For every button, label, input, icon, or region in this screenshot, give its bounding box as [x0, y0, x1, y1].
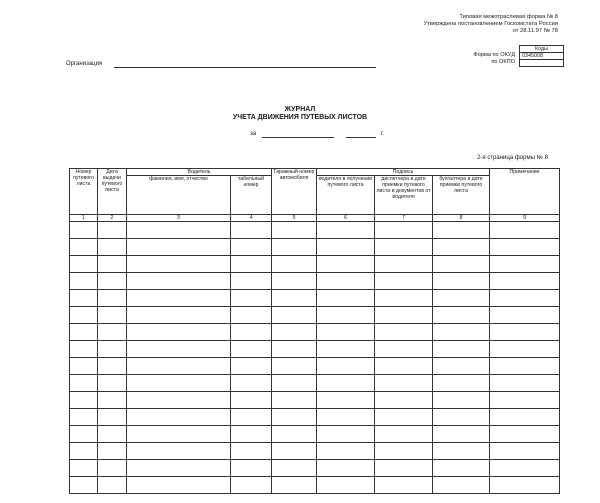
table-cell[interactable] [317, 222, 375, 239]
col-number: 1 [70, 215, 98, 222]
table-cell[interactable] [433, 460, 490, 477]
col-number: 4 [231, 215, 272, 222]
col-number: 8 [433, 215, 490, 222]
table-row [70, 256, 560, 273]
period-date-field[interactable] [262, 137, 334, 138]
table-cell[interactable] [272, 307, 317, 324]
table-cell[interactable] [490, 392, 560, 409]
page-note: 2-я страница формы № 8 [477, 155, 548, 161]
table-cell[interactable] [127, 460, 231, 477]
col-group-driver: Водитель [127, 169, 272, 176]
codes-box [519, 45, 564, 67]
table-row [70, 341, 560, 358]
table-cell[interactable] [317, 426, 375, 443]
table-row [70, 324, 560, 341]
journal-title-line2: УЧЕТА ДВИЖЕНИЯ ПУТЕВЫХ ЛИСТОВ [232, 114, 368, 121]
table-cell[interactable] [98, 239, 127, 256]
table-cell[interactable] [375, 392, 433, 409]
table-row [70, 460, 560, 477]
table-cell[interactable] [433, 358, 490, 375]
table-cell[interactable] [70, 375, 98, 392]
table-cell[interactable] [490, 324, 560, 341]
table-row [70, 222, 560, 239]
table-cell[interactable] [231, 290, 272, 307]
table-cell[interactable] [70, 426, 98, 443]
table-cell[interactable] [231, 426, 272, 443]
table-cell[interactable] [231, 273, 272, 290]
col-number: 2 [98, 215, 127, 222]
table-cell[interactable] [70, 222, 98, 239]
form-name: Типовая межотраслевая форма № 8 [459, 14, 558, 20]
form-header [424, 14, 558, 35]
table-row [70, 239, 560, 256]
table-cell[interactable] [231, 324, 272, 341]
table-cell[interactable] [317, 273, 375, 290]
table-cell[interactable] [317, 477, 375, 494]
table-cell[interactable] [272, 375, 317, 392]
table-cell[interactable] [317, 341, 375, 358]
table-cell[interactable] [490, 307, 560, 324]
table-row [70, 477, 560, 494]
table-row [70, 426, 560, 443]
table-cell[interactable] [98, 392, 127, 409]
col-issue-date: Дата выдачи путевого листа [98, 169, 127, 215]
table-cell[interactable] [231, 375, 272, 392]
col-garage-number: Гаражный номер автомобиля [272, 169, 317, 215]
table-cell[interactable] [70, 392, 98, 409]
table-cell[interactable] [490, 477, 560, 494]
table-cell[interactable] [70, 256, 98, 273]
table-cell[interactable] [98, 273, 127, 290]
table-cell[interactable] [127, 324, 231, 341]
approval-date: от 28.11.97 № 78 [512, 28, 558, 34]
table-cell[interactable] [375, 426, 433, 443]
table-cell[interactable] [317, 409, 375, 426]
table-cell[interactable] [272, 358, 317, 375]
table-cell[interactable] [127, 358, 231, 375]
table-cell[interactable] [490, 256, 560, 273]
table-cell[interactable] [490, 341, 560, 358]
table-cell[interactable] [272, 324, 317, 341]
journal-table [69, 168, 560, 494]
table-cell[interactable] [127, 375, 231, 392]
table-cell[interactable] [98, 307, 127, 324]
table-cell[interactable] [317, 375, 375, 392]
table-cell[interactable] [490, 273, 560, 290]
table-cell[interactable] [98, 426, 127, 443]
table-cell[interactable] [317, 443, 375, 460]
period-suffix: г. [381, 131, 385, 137]
table-cell[interactable] [433, 375, 490, 392]
table-cell[interactable] [272, 256, 317, 273]
table-cell[interactable] [272, 460, 317, 477]
table-cell[interactable] [70, 307, 98, 324]
table-cell[interactable] [317, 460, 375, 477]
table-cell[interactable] [272, 409, 317, 426]
table-cell[interactable] [231, 256, 272, 273]
col-number: 3 [127, 215, 231, 222]
table-cell[interactable] [70, 443, 98, 460]
table-cell[interactable] [375, 256, 433, 273]
table-cell[interactable] [490, 358, 560, 375]
table-cell[interactable] [433, 392, 490, 409]
okpo-label: по ОКПО [491, 58, 515, 65]
table-cell[interactable] [375, 460, 433, 477]
journal-table-body [70, 222, 560, 494]
table-cell[interactable] [272, 239, 317, 256]
period-year-field[interactable] [346, 137, 376, 138]
table-cell[interactable] [127, 392, 231, 409]
table-cell[interactable] [231, 341, 272, 358]
col-number: 5 [272, 215, 317, 222]
table-cell[interactable] [98, 222, 127, 239]
table-cell[interactable] [317, 256, 375, 273]
journal-title-line1: ЖУРНАЛ [284, 106, 316, 113]
col-group-signature: Подпись [317, 169, 490, 176]
table-cell[interactable] [375, 273, 433, 290]
table-cell[interactable] [317, 392, 375, 409]
table-cell[interactable] [231, 460, 272, 477]
table-cell[interactable] [433, 239, 490, 256]
table-cell[interactable] [375, 375, 433, 392]
table-cell[interactable] [375, 239, 433, 256]
table-cell[interactable] [70, 290, 98, 307]
col-note: Примечание [490, 169, 560, 215]
table-cell[interactable] [70, 273, 98, 290]
table-cell[interactable] [375, 222, 433, 239]
table-cell[interactable] [272, 273, 317, 290]
table-cell[interactable] [127, 273, 231, 290]
table-cell[interactable] [98, 324, 127, 341]
table-cell[interactable] [490, 290, 560, 307]
table-cell[interactable] [231, 222, 272, 239]
okud-value[interactable]: 0345008 [520, 53, 564, 60]
table-cell[interactable] [375, 443, 433, 460]
table-cell[interactable] [272, 392, 317, 409]
table-cell[interactable] [70, 358, 98, 375]
table-cell[interactable] [490, 239, 560, 256]
table-cell[interactable] [70, 477, 98, 494]
table-cell[interactable] [433, 256, 490, 273]
table-cell[interactable] [317, 290, 375, 307]
table-cell[interactable] [317, 324, 375, 341]
col-sign-accountant: бухгалтера в дате приемки путевого листа [433, 176, 490, 215]
table-cell[interactable] [98, 460, 127, 477]
table-cell[interactable] [231, 307, 272, 324]
table-row [70, 358, 560, 375]
table-cell[interactable] [70, 239, 98, 256]
table-cell[interactable] [272, 443, 317, 460]
table-cell[interactable] [433, 477, 490, 494]
table-cell[interactable] [317, 239, 375, 256]
table-cell[interactable] [433, 290, 490, 307]
table-cell[interactable] [433, 222, 490, 239]
table-row [70, 375, 560, 392]
table-cell[interactable] [231, 239, 272, 256]
table-cell[interactable] [127, 477, 231, 494]
table-cell[interactable] [433, 273, 490, 290]
table-cell[interactable] [98, 409, 127, 426]
table-cell[interactable] [98, 290, 127, 307]
table-cell[interactable] [375, 307, 433, 324]
table-cell[interactable] [272, 341, 317, 358]
table-cell[interactable] [375, 358, 433, 375]
table-row [70, 409, 560, 426]
table-cell[interactable] [490, 443, 560, 460]
table-cell[interactable] [231, 392, 272, 409]
table-cell[interactable] [127, 290, 231, 307]
table-cell[interactable] [375, 290, 433, 307]
table-cell[interactable] [433, 324, 490, 341]
table-cell[interactable] [433, 341, 490, 358]
table-cell[interactable] [490, 426, 560, 443]
table-cell[interactable] [127, 409, 231, 426]
table-cell[interactable] [317, 307, 375, 324]
table-cell[interactable] [127, 307, 231, 324]
col-personnel-number: табельный номер [231, 176, 272, 215]
col-waybill-number: Номер путевого листа [70, 169, 98, 215]
table-row [70, 290, 560, 307]
col-driver-name: фамилия, имя, отчество [127, 176, 231, 215]
col-number: 6 [317, 215, 375, 222]
table-cell[interactable] [231, 477, 272, 494]
okud-label: Форма по ОКУД [473, 52, 515, 58]
table-cell[interactable] [127, 341, 231, 358]
organization-label: Организация [66, 61, 103, 67]
table-cell[interactable] [70, 409, 98, 426]
table-cell[interactable] [98, 375, 127, 392]
approval-text: Утверждена постановлением Госкомстата России [423, 21, 558, 27]
table-row [70, 307, 560, 324]
table-cell[interactable] [375, 324, 433, 341]
table-cell[interactable] [490, 375, 560, 392]
code-labels [474, 52, 515, 65]
col-sign-dispatcher: диспетчера в дате приемки путевого листа и документов от водителя [375, 176, 433, 215]
table-cell[interactable] [433, 443, 490, 460]
table-cell[interactable] [127, 443, 231, 460]
organization-field[interactable] [114, 67, 376, 68]
table-cell[interactable] [98, 358, 127, 375]
table-cell[interactable] [375, 341, 433, 358]
table-row [70, 443, 560, 460]
table-cell[interactable] [70, 460, 98, 477]
table-cell[interactable] [490, 222, 560, 239]
table-cell[interactable] [433, 307, 490, 324]
table-cell[interactable] [98, 341, 127, 358]
table-cell[interactable] [433, 426, 490, 443]
table-cell[interactable] [231, 358, 272, 375]
col-number: 9 [490, 215, 560, 222]
table-cell[interactable] [272, 477, 317, 494]
table-cell[interactable] [127, 426, 231, 443]
table-cell[interactable] [231, 409, 272, 426]
table-cell[interactable] [127, 222, 231, 239]
table-cell[interactable] [98, 477, 127, 494]
table-cell[interactable] [490, 460, 560, 477]
table-cell[interactable] [98, 256, 127, 273]
table-cell[interactable] [231, 443, 272, 460]
table-row [70, 392, 560, 409]
table-cell[interactable] [433, 409, 490, 426]
table-cell[interactable] [272, 222, 317, 239]
table-cell[interactable] [127, 256, 231, 273]
table-row [70, 273, 560, 290]
table-cell[interactable] [317, 358, 375, 375]
table-cell[interactable] [490, 409, 560, 426]
col-number: 7 [375, 215, 433, 222]
codes-title: Коды [520, 46, 564, 53]
table-cell[interactable] [272, 426, 317, 443]
period-prefix: за [250, 131, 257, 137]
col-sign-driver: водителя в получении путевого листа [317, 176, 375, 215]
table-cell[interactable] [127, 239, 231, 256]
table-cell[interactable] [70, 324, 98, 341]
table-cell[interactable] [98, 443, 127, 460]
table-cell[interactable] [272, 290, 317, 307]
table-cell[interactable] [375, 409, 433, 426]
okpo-value[interactable] [520, 60, 564, 67]
table-cell[interactable] [70, 341, 98, 358]
table-cell[interactable] [375, 477, 433, 494]
